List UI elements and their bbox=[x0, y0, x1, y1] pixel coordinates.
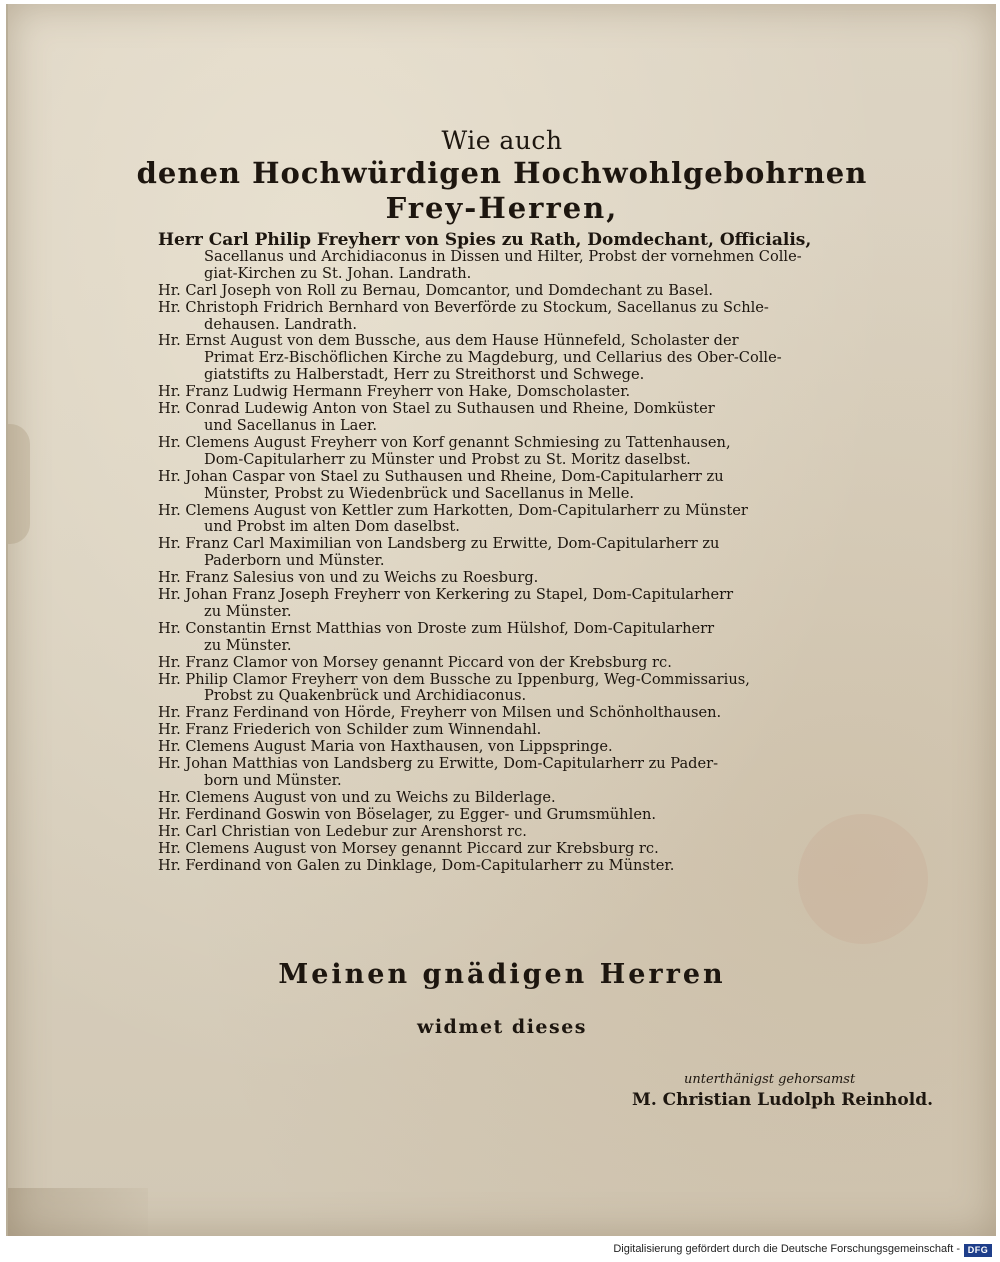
list-item bbox=[158, 739, 888, 756]
list-item bbox=[158, 722, 888, 739]
list-item bbox=[158, 503, 888, 537]
entry-continuation: Paderborn und Münster. bbox=[204, 553, 385, 570]
entry-continuation: giat-Kirchen zu St. Johan. Landrath. bbox=[204, 265, 472, 282]
list-item bbox=[158, 401, 888, 435]
entry-line: Hr. Franz Ferdinand von Hörde, Freyherr von Milsen und Schönholthausen. bbox=[158, 705, 722, 722]
entry-line: Hr. Conrad Ludewig Anton von Stael zu Suthausen und Rheine, Domküster bbox=[158, 401, 715, 418]
entry-line: Hr. Clemens August von und zu Weichs zu Bilderlage. bbox=[158, 789, 556, 806]
entry-line: Hr. Clemens August Freyherr von Korf genannt Schmiesing zu Tattenhausen, bbox=[158, 434, 731, 451]
entry-line: Hr. Franz Friederich von Schilder zum Winnendahl. bbox=[158, 722, 542, 739]
entry-line: Hr. Carl Joseph von Roll zu Bernau, Domcantor, und Domdechant zu Basel. bbox=[158, 282, 714, 299]
entry-continuation: zu Münster. bbox=[204, 603, 292, 620]
list-item bbox=[158, 621, 888, 655]
list-item bbox=[158, 655, 888, 672]
list-item bbox=[158, 858, 888, 875]
entry-continuation: Dom-Capitularherr zu Münster und Probst zu St. Moritz daselbst. bbox=[204, 451, 691, 468]
list-item bbox=[158, 536, 888, 570]
heading-hochwuerdigen: denen Hochwürdigen Hochwohlgebohrnen bbox=[136, 156, 868, 190]
entry-continuation: und Probst im alten Dom daselbst. bbox=[204, 519, 460, 536]
list-item bbox=[158, 672, 888, 706]
dedication-title: Meinen gnädigen Herren bbox=[278, 959, 726, 990]
entry-continuation: Münster, Probst zu Wiedenbrück und Sacellanus in Melle. bbox=[204, 485, 634, 502]
heading-frey-herren: Frey-Herren, bbox=[385, 191, 619, 225]
entry-continuation: zu Münster. bbox=[204, 637, 292, 654]
list-item bbox=[158, 333, 888, 384]
entry-line: Hr. Franz Ludwig Hermann Freyherr von Hake, Domscholaster. bbox=[158, 384, 631, 401]
entry-continuation: Primat Erz-Bischöflichen Kirche zu Magdeburg, und Cellarius des Ober-Colle- bbox=[204, 350, 782, 367]
entry-line: Hr. Franz Salesius von und zu Weichs zu Roesburg. bbox=[158, 570, 539, 587]
list-item bbox=[158, 705, 888, 722]
paper-wear bbox=[8, 1188, 148, 1236]
list-item bbox=[158, 587, 888, 621]
entry-continuation: giatstifts zu Halberstadt, Herr zu Streithorst und Schwege. bbox=[204, 367, 645, 384]
list-item bbox=[158, 841, 888, 858]
list-item bbox=[158, 756, 888, 790]
entry-line: Hr. Ferdinand Goswin von Böselager, zu Egger- und Grumsmühlen. bbox=[158, 806, 657, 823]
list-item bbox=[158, 790, 888, 807]
dfg-logo: DFG bbox=[964, 1244, 992, 1257]
entry-line: Hr. Johan Matthias von Landsberg zu Erwitte, Dom-Capitularherr zu Pader- bbox=[158, 756, 719, 773]
list-item bbox=[158, 824, 888, 841]
entry-line: Hr. Clemens August von Morsey genannt Piccard zur Krebsburg rc. bbox=[158, 840, 659, 857]
closing-formula: unterthänigst gehorsamst bbox=[684, 1072, 856, 1087]
dedication-subtitle: widmet dieses bbox=[416, 1016, 587, 1038]
list-item bbox=[158, 300, 888, 334]
entry-line: Hr. Clemens August Maria von Haxthausen, von Lippspringe. bbox=[158, 739, 613, 756]
entry-line: Hr. Ferdinand von Galen zu Dinklage, Dom-Capitularherr zu Münster. bbox=[158, 857, 675, 874]
entry-line: Hr. Franz Carl Maximilian von Landsberg zu Erwitte, Dom-Capitularherr zu bbox=[158, 536, 720, 553]
binding-mark bbox=[8, 424, 30, 544]
entry-line: Hr. Philip Clamor Freyherr von dem Bussche zu Ippenburg, Weg-Commissarius, bbox=[158, 671, 750, 688]
entry-continuation: Sacellanus und Archidiaconus in Dissen und Hilter, Probst der vornehmen Colle- bbox=[204, 248, 802, 265]
entry-line: Hr. Clemens August von Kettler zum Harkotten, Dom-Capitularherr zu Münster bbox=[158, 502, 748, 519]
list-item bbox=[158, 384, 888, 401]
dignitary-list bbox=[158, 232, 888, 874]
entry-line: Herr Carl Philip Freyherr von Spies zu Rath, Domdechant, Officialis, bbox=[158, 232, 812, 249]
list-item bbox=[158, 570, 888, 587]
digitization-credit: Digitalisierung gefördert durch die Deutsche Forschungsgemeinschaft - bbox=[613, 1243, 960, 1255]
entry-line: Hr. Constantin Ernst Matthias von Droste zum Hülshof, Dom-Capitularherr bbox=[158, 620, 715, 637]
entry-line: Hr. Ernst August von dem Bussche, aus dem Hause Hünnefeld, Scholaster der bbox=[158, 333, 739, 350]
entry-line: Hr. Carl Christian von Ledebur zur Arenshorst rc. bbox=[158, 823, 527, 840]
document-page bbox=[6, 4, 996, 1236]
entry-line: Hr. Christoph Fridrich Bernhard von Beverförde zu Stockum, Sacellanus zu Schle- bbox=[158, 299, 769, 316]
entry-line: Hr. Johan Caspar von Stael zu Suthausen und Rheine, Dom-Capitularherr zu bbox=[158, 468, 724, 485]
entry-continuation: dehausen. Landrath. bbox=[204, 316, 357, 333]
list-item bbox=[158, 232, 888, 283]
heading-wie-auch: Wie auch bbox=[441, 126, 563, 155]
entry-continuation: Probst zu Quakenbrück und Archidiaconus. bbox=[204, 688, 527, 705]
entry-continuation: und Sacellanus in Laer. bbox=[204, 417, 377, 434]
entry-continuation: born und Münster. bbox=[204, 773, 342, 789]
list-item bbox=[158, 435, 888, 469]
list-item bbox=[158, 283, 888, 300]
list-item bbox=[158, 807, 888, 824]
list-item bbox=[158, 469, 888, 503]
entry-line: Hr. Franz Clamor von Morsey genannt Piccard von der Krebsburg rc. bbox=[158, 654, 672, 671]
author-signature: M. Christian Ludolph Reinhold. bbox=[632, 1090, 934, 1110]
entry-line: Hr. Johan Franz Joseph Freyherr von Kerkering zu Stapel, Dom-Capitularherr bbox=[158, 587, 734, 604]
